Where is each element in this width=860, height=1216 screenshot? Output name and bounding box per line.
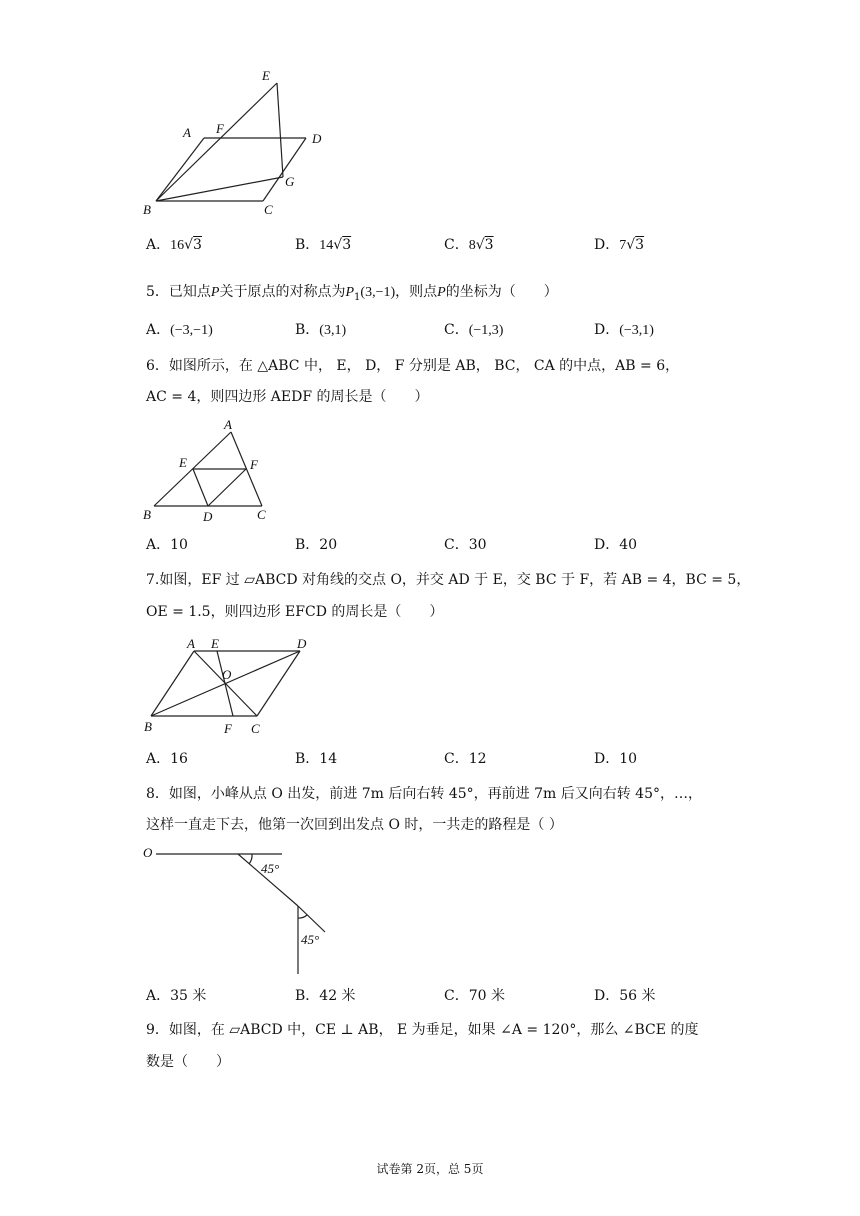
q5-text-d: 的坐标为（ ） [445, 284, 558, 300]
option-letter: C． [444, 988, 469, 1004]
option-letter: D． [594, 988, 620, 1004]
q8-option-a[interactable] [146, 987, 206, 1005]
option-value: 10 [619, 751, 638, 767]
option-radicand: 3 [635, 237, 645, 253]
q6-label-F: F [250, 457, 258, 472]
question-number: 5． [146, 284, 169, 300]
q8-option-b[interactable] [295, 987, 356, 1005]
option-letter: B． [295, 751, 320, 767]
q8-angle-1: 45° [261, 861, 280, 876]
q6-stem-line2: AC = 4，则四边形 AEDF 的周长是（ ） [146, 389, 429, 405]
q7-label-A: A [187, 636, 195, 651]
option-letter: B． [295, 537, 320, 553]
option-radicand: 3 [193, 237, 202, 253]
option-letter: D． [594, 537, 620, 553]
option-coef: 7 [619, 238, 627, 253]
option-letter: A． [146, 988, 171, 1004]
q7-label-O: O [222, 667, 232, 682]
sqrt-symbol: √ [184, 237, 194, 253]
q6-label-C: C [257, 507, 266, 522]
q5-text-c: ，则点 [395, 284, 438, 300]
q4-label-C: C [264, 202, 273, 217]
q9-stem-line2: 数是（ ） [146, 1054, 230, 1070]
q9-stem-line1: 9．如图，在 ▱ABCD 中，CE ⊥ AB， E 为垂足，如果 ∠A = 120°，那么 ∠BCE 的度 [146, 1022, 699, 1038]
sqrt-symbol: √ [333, 237, 343, 253]
option-value: 70 米 [468, 988, 505, 1004]
q6-label-B: B [143, 507, 151, 522]
q7-stem-line2: OE = 1.5，则四边形 EFCD 的周长是（ ） [146, 604, 444, 620]
q5-coord: (3,−1) [360, 285, 396, 300]
option-letter: B． [295, 322, 320, 338]
option-value: 40 [619, 537, 638, 553]
option-value: 16 [170, 751, 188, 767]
q7-label-F: F [224, 721, 232, 736]
q7-label-E: E [211, 636, 219, 651]
option-value: 42 米 [319, 988, 356, 1004]
option-letter: D． [594, 237, 620, 253]
option-coef: 8 [468, 238, 476, 253]
option-value: 20 [319, 537, 338, 553]
q8-option-d[interactable] [594, 987, 656, 1005]
option-value: (−3,1) [619, 323, 654, 338]
option-letter: B． [295, 988, 320, 1004]
q8-angle-2: 45° [301, 932, 320, 947]
q8-stem-line2: 这样一直走下去，他第一次回到出发点 O 时，一共走的路程是（ ） [146, 817, 563, 833]
q4-label-A: A [183, 125, 191, 140]
option-letter: A． [146, 237, 171, 253]
q4-label-G: G [285, 174, 295, 189]
q5-text-b: 关于原点的对称点为 [219, 284, 346, 300]
q5-var-p1: P [345, 285, 355, 300]
q4-label-F: F [216, 121, 224, 136]
option-radicand: 3 [342, 237, 352, 253]
q4-label-D: D [312, 131, 322, 146]
q5-sub: 1 [354, 291, 361, 303]
option-value: 12 [468, 751, 487, 767]
option-letter: D． [594, 322, 620, 338]
q5-var-p2: P [437, 285, 446, 300]
option-coef: 16 [170, 238, 185, 253]
option-value: 35 米 [170, 988, 207, 1004]
option-letter: A． [146, 751, 171, 767]
option-value: 10 [170, 537, 188, 553]
q7-label-B: B [144, 719, 152, 734]
option-value: (−3,−1) [170, 323, 213, 338]
option-letter: C． [444, 322, 469, 338]
option-letter: D． [594, 751, 620, 767]
option-letter: C． [444, 237, 469, 253]
option-value: 14 [319, 751, 338, 767]
q5-var-p: P [210, 285, 220, 300]
option-value: 30 [468, 537, 487, 553]
option-letter: A． [146, 322, 171, 338]
q6-label-E: E [179, 455, 187, 470]
q7-stem-line1: 7.如图，EF 过 ▱ABCD 对角线的交点 O，并交 AD 于 E，交 BC 于 F，若 AB = 4，BC = 5， [146, 572, 751, 588]
option-value: (3,1) [319, 323, 347, 338]
q6-stem-line1: 6．如图所示，在 △ABC 中， E， D， F 分别是 AB， BC， CA 的中点，AB = 6， [146, 358, 680, 374]
sqrt-symbol: √ [475, 237, 485, 253]
q8-stem-line1: 8．如图，小峰从点 O 出发，前进 7m 后向右转 45°，再前进 7m 后又向右转 45°，…， [146, 786, 702, 802]
sqrt-symbol: √ [626, 237, 636, 253]
q6-label-D: D [203, 509, 213, 524]
option-radicand: 3 [484, 237, 494, 253]
option-coef: 14 [319, 238, 334, 253]
option-value: (−1,3) [468, 323, 504, 338]
q5-text-a: 已知点 [168, 284, 211, 300]
option-value: 56 米 [619, 988, 656, 1004]
q7-label-C: C [251, 721, 260, 736]
option-letter: C． [444, 537, 469, 553]
q7-label-D: D [297, 636, 307, 651]
option-letter: B． [295, 237, 320, 253]
q4-label-B: B [143, 202, 151, 217]
option-letter: C． [444, 751, 469, 767]
q8-label-O: O [143, 845, 153, 860]
option-letter: A． [146, 537, 171, 553]
q8-option-c[interactable] [444, 987, 505, 1005]
q4-label-E: E [262, 68, 270, 83]
q6-label-A: A [224, 417, 232, 432]
page-footer: 试卷第 2页，总 5页 [376, 1162, 484, 1176]
